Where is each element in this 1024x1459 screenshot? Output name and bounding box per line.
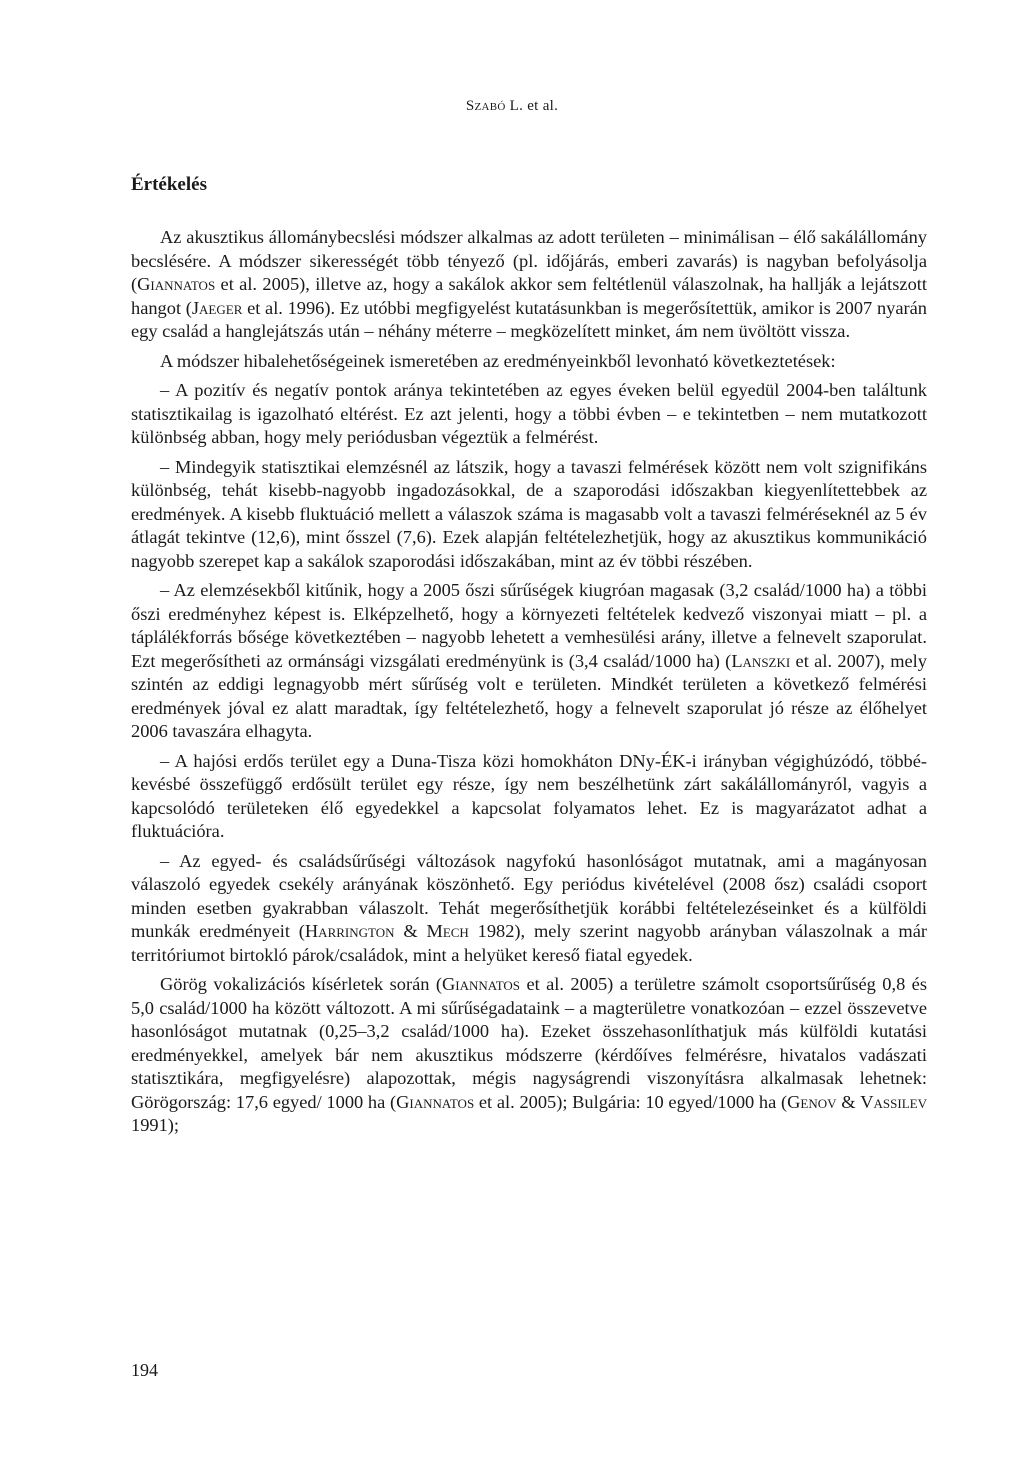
running-head — [0, 98, 1024, 115]
section-title: Értékelés — [131, 174, 207, 195]
cited-author: Giannatos — [441, 974, 521, 994]
paragraph-greek-comparison: Görög vokalizációs kísérletek során (Giannatos et al. 2005) a területre számolt csoportsűrűség 0,8 és 5,0 család/1000 ha között változott. A mi sűrűségadataink – a magterületre vonatkozóan – ezzel összevetve hasonlóságot mutatnak (0,25–3,2 család/1000 ha). Ezeket összehasonlíthatjuk más külföldi kutatási eredményekkel, amelyek bár nem akusztikus módszerre (kérdőíves felmérésre, hivatalos vadászati statisztikára, megfigyelésre) alapozottak, mégis nagyságrendi viszonyításra alkalmasak lehetnek: Görögország: 17,6 egyed/ 1000 ha (Giannatos et al. 2005); Bulgária: 10 egyed/1000 ha (Genov & Vassilev 1991); — [131, 974, 927, 1135]
cited-author: Harrington — [304, 921, 395, 941]
running-head-etal: L. et al. — [505, 98, 559, 114]
paragraph-point-ratio: – A pozitív és negatív pontok aránya tekintetében az egyes éveken belül egyedül 2004-ben találtunk statisztikailag is igazolható eltérést. Ez azt jelenti, hogy a többi évben – e tekintetben – nem mutatkozott különbség abban, hogy mely periódusban végeztük a felmérést. — [131, 380, 927, 447]
paragraph-point-hajos: – A hajósi erdős terület egy a Duna-Tisza közi homokháton DNy-ÉK-i irányban végighúzódó, többé-kevésbé összefüggő erdősült terület egy része, így nem beszélhetünk zárt sakálállományról, vagyis a kapcsolódó területeken élő egyedekkel a kapcsolat folyamatos lehet. Ez is magyarázatot adhat a fluktuációra. — [131, 750, 927, 841]
paragraph-intro: Az akusztikus állománybecslési módszer alkalmas az adott területen – minimálisan – élő sakálállomány becslésére. A módszer sikerességét több tényező (pl. időjárás, emberi zavarás) is nagyban befolyásolja (Giannatos et al. 2005), illetve az, hogy a sakálok akkor sem feltétlenül válaszolnak, ha hallják a lejátszott hangot (Jaeger et al. 1996). Ez utóbbi megfigyelést kutatásunkban is megerősítettük, amikor is 2007 nyarán egy család a hanglejátszás után – néhány méterre – megközelített minket, ám nem üvöltött vissza. — [131, 227, 927, 341]
cited-author: Jaeger — [191, 297, 243, 318]
paragraph-point-2005: – Az elemzésekből kitűnik, hogy a 2005 őszi sűrűségek kiugróan magasak (3,2 család/1000 ha) a többi őszi eredményhez képest is. Elképzelhető, hogy a környezeti feltételek kedvező viszonyai miatt – pl. a táplálékforrás bősége következtében – nagyobb lehetett a vemhesülési arány, illetve a felnevelt szaporulat. Ezt megerősítheti az ormánsági vizsgálati eredményünk is (3,4 család/1000 ha) (Lanszki et al. 2007), mely szintén az eddigi legnagyobb mért sűrűség volt e területen. Mindkét területen a következő felmérési eredmények jóval ez alatt maradtak, így feltételezhető, hogy a felnevelt szaporulat jó része az élőhelyet 2006 tavaszára elhagyta. — [131, 580, 927, 741]
paragraph-point-density: – Az egyed- és családsűrűségi változások nagyfokú hasonlóságot mutatnak, ami a magányosan válaszoló egyedek csekély arányának köszönhető. Egy periódus kivételével (2008 ősz) családi csoport minden esetben gyakrabban válaszolt. Tehát megerősíthetjük korábbi feltételezéseinket és a külföldi munkák eredményeit (Harrington & Mech 1982), mely szerint nagyobb arányban válaszolnak a már territóriumot birtokló párok/családok, mint a helyüket kereső fiatal egyedek. — [131, 850, 927, 965]
cited-author: Mech — [426, 921, 469, 941]
cited-author: Giannatos — [137, 274, 216, 294]
cited-author: Giannatos — [396, 1091, 475, 1112]
body-text — [131, 226, 927, 1144]
paragraph-conclusions-lead: A módszer hibalehetőségeinek ismeretében az eredményeinkből levonható következtetések: — [160, 350, 836, 371]
cited-author: Genov — [787, 1091, 837, 1112]
cited-author: Vassilev — [860, 1091, 927, 1112]
page-number: 194 — [131, 1360, 158, 1380]
running-head-author: Szabó — [465, 98, 506, 114]
cited-author: Lanszki — [731, 650, 791, 671]
paragraph-point-spring: – Mindegyik statisztikai elemzésnél az látszik, hogy a tavaszi felmérések között nem volt szignifikáns különbség, tehát kisebb-nagyobb ingadozásokkal, de a szaporodási időszakban kiegyenlítettebbek az eredmények. A kisebb fluktuáció mellett a válaszok száma is magasabb volt a tavaszi felméréseknél az 5 év átlagát tekintve (12,6), mint ősszel (7,6). Ezek alapján feltételezhetjük, hogy az akusztikus kommunikáció nagyobb szerepet kap a sakálok szaporodási időszakában, mint az év többi részében. — [131, 456, 927, 571]
